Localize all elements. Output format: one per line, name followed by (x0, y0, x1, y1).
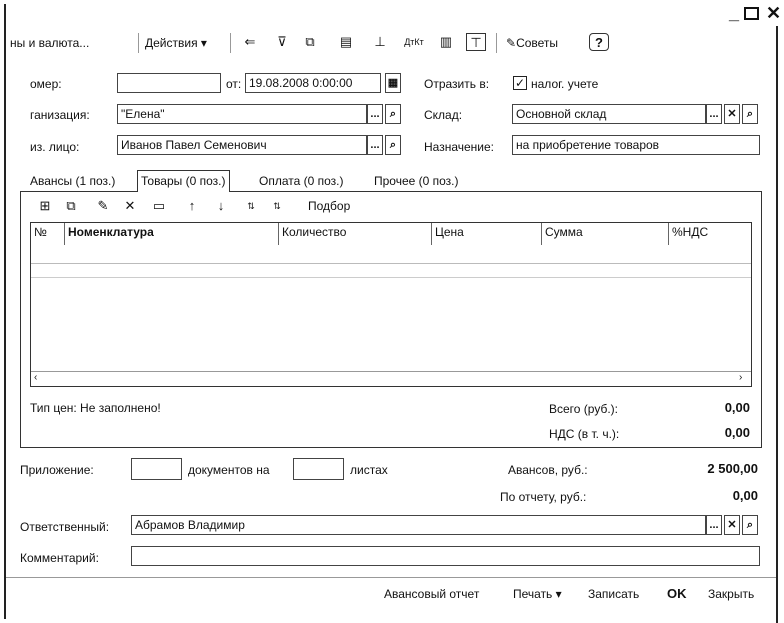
purpose-label: Назначение: (424, 140, 495, 154)
responsible-select-button[interactable]: ... (706, 515, 722, 535)
clear-icon[interactable]: ✕ (724, 104, 740, 124)
tax-accounting-checkbox[interactable]: ✓ (514, 76, 526, 90)
add-row-icon[interactable]: ⊞ (39, 198, 51, 213)
menu-actions[interactable] (145, 36, 207, 50)
column-header-nomenclature[interactable]: Номенклатура (65, 223, 279, 245)
warehouse-select-button[interactable]: ... (706, 104, 722, 124)
filter-icon[interactable]: ⊽ (277, 34, 287, 49)
warehouse-field[interactable]: Основной склад (512, 104, 706, 124)
number-label: омер: (30, 77, 62, 91)
end-edit-icon[interactable]: ▭ (152, 198, 166, 213)
scroll-right-icon[interactable]: › (739, 372, 743, 383)
posting-icon[interactable]: ⊥ (374, 34, 386, 49)
column-header-quantity[interactable]: Количество (279, 223, 432, 245)
print-label: Печать (513, 587, 553, 601)
menu-actions-label: Действия (145, 36, 198, 50)
document-icon[interactable]: ▤ (339, 34, 353, 49)
advice-label: Советы (516, 36, 559, 50)
goods-table[interactable] (30, 222, 752, 387)
scroll-left-icon[interactable]: ‹ (34, 372, 38, 383)
report-label: По отчету, руб.: (500, 490, 587, 504)
copy-row-icon[interactable]: ⧉ (66, 198, 76, 213)
tax-accounting-label: налог. учете (531, 77, 599, 91)
advance-report-button[interactable]: Авансовый отчет (384, 587, 480, 601)
move-up-icon[interactable]: ↑ (188, 198, 196, 213)
organization-select-button[interactable]: ... (367, 104, 383, 124)
toolbar-separator (496, 33, 497, 53)
search-icon[interactable]: ⌕ (742, 515, 758, 535)
bottom-divider (6, 577, 776, 578)
dtkt-icon[interactable]: ДтКт (404, 37, 424, 47)
person-field[interactable]: Иванов Павел Семенович (117, 135, 367, 155)
vat-label: НДС (в т. ч.): (549, 427, 620, 441)
search-icon[interactable]: ⌕ (385, 104, 401, 124)
organization-field[interactable]: "Елена" (117, 104, 367, 124)
number-field[interactable] (117, 73, 221, 93)
tab-advances[interactable]: Авансы (1 поз.) (30, 174, 116, 188)
tree-icon[interactable]: ⊤ (466, 33, 486, 51)
attachment-label: Приложение: (20, 463, 94, 477)
comment-field[interactable] (131, 546, 760, 566)
menu-prices-currency[interactable]: ны и валюта... (10, 36, 90, 50)
vat-value: 0,00 (724, 425, 750, 440)
calendar-icon[interactable]: ▦ (385, 73, 401, 93)
column-header-price[interactable]: Цена (432, 223, 542, 245)
sort-desc-icon[interactable]: ⇅ (273, 201, 281, 211)
documents-on-label: документов на (188, 463, 270, 477)
documents-count-field[interactable] (131, 458, 182, 480)
toolbar-separator (138, 33, 139, 53)
purpose-field[interactable]: на приобретение товаров (512, 135, 760, 155)
sort-asc-icon[interactable]: ⇅ (247, 201, 255, 211)
price-type-label: Тип цен: Не заполнено! (30, 401, 161, 415)
advice-icon: ✎ (506, 36, 517, 50)
sheets-label: листах (350, 463, 388, 477)
tab-goods[interactable]: Товары (0 поз.) (137, 170, 230, 192)
clear-icon[interactable]: ✕ (724, 515, 740, 535)
warehouse-label: Склад: (424, 108, 463, 122)
table-row-line (31, 263, 751, 264)
advances-value: 2 500,00 (707, 461, 758, 476)
close-button[interactable]: Закрыть (708, 587, 755, 601)
chevron-down-icon: ▾ (200, 36, 207, 50)
select-button[interactable]: Подбор (308, 199, 351, 213)
date-field[interactable]: 19.08.2008 0:00:00 (245, 73, 381, 93)
help-icon[interactable]: ? (589, 33, 609, 51)
search-icon[interactable]: ⌕ (385, 135, 401, 155)
date-label: от: (226, 77, 242, 91)
total-value: 0,00 (724, 400, 750, 415)
table-row-line (31, 277, 751, 278)
copy-icon[interactable]: ⧉ (305, 34, 315, 49)
tab-other[interactable]: Прочее (0 поз.) (374, 174, 459, 188)
window-left-border (4, 4, 6, 619)
arrow-left-icon[interactable]: ⇐ (244, 34, 256, 49)
person-select-button[interactable]: ... (367, 135, 383, 155)
person-label: из. лицо: (30, 140, 80, 154)
sheets-count-field[interactable] (293, 458, 344, 480)
horizontal-scrollbar[interactable] (31, 371, 751, 386)
toolbar-separator (230, 33, 231, 53)
save-button[interactable]: Записать (588, 587, 640, 601)
structure-icon[interactable]: ▥ (439, 34, 453, 49)
report-value: 0,00 (732, 488, 758, 503)
minimize-button[interactable]: _ (729, 3, 740, 23)
column-header-vat[interactable]: %НДС (672, 225, 709, 239)
window-right-border (776, 26, 778, 623)
responsible-field[interactable]: Абрамов Владимир (131, 515, 706, 535)
responsible-label: Ответственный: (20, 520, 110, 534)
total-label: Всего (руб.): (549, 402, 619, 416)
column-header-sum[interactable]: Сумма (542, 223, 669, 245)
print-button[interactable] (513, 587, 562, 601)
comment-label: Комментарий: (20, 551, 99, 565)
close-window-button[interactable]: ✕ (766, 3, 782, 23)
maximize-button[interactable] (744, 7, 759, 20)
delete-row-icon[interactable]: ✕ (124, 198, 136, 213)
search-icon[interactable]: ⌕ (742, 104, 758, 124)
edit-row-icon[interactable]: ✎ (97, 198, 109, 213)
tab-payment[interactable]: Оплата (0 поз.) (259, 174, 344, 188)
advances-label: Авансов, руб.: (508, 463, 588, 477)
ok-button[interactable]: OK (667, 586, 687, 601)
reflect-label: Отразить в: (424, 77, 490, 91)
advice-button[interactable] (506, 36, 558, 50)
move-down-icon[interactable]: ↓ (217, 198, 225, 213)
column-header-number[interactable]: № (31, 223, 65, 245)
chevron-down-icon: ▾ (555, 587, 562, 601)
organization-label: ганизация: (30, 108, 90, 122)
